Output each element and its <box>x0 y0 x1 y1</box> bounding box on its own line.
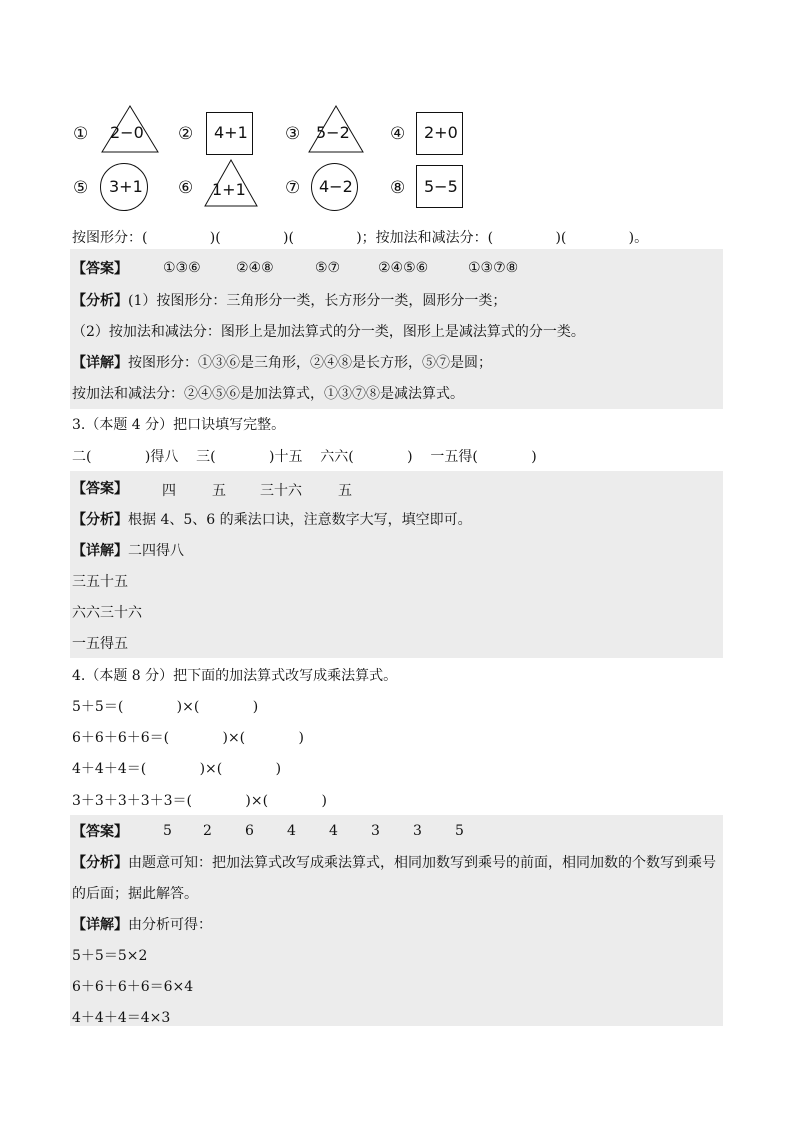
figure-number: ④ <box>390 124 406 144</box>
analysis-text: 由题意可知：把加法算式改写成乘法算式，相同加数写到乘号的前面，相同加数的个数写到乘号 <box>128 855 716 871</box>
figure-expression: 3+1 <box>109 177 143 196</box>
analysis-text: 的后面；据此解答。 <box>72 886 198 902</box>
analysis-line <box>72 854 716 872</box>
question-title: 3.（本题 4 分）把口诀填写完整。 <box>72 417 286 433</box>
figure-expression: 5−2 <box>316 123 350 142</box>
answer-value: 5 <box>163 823 172 839</box>
answer-line <box>72 823 128 841</box>
detail-text: 一五得五 <box>72 636 128 652</box>
answer-tag: 【答案】 <box>72 481 128 497</box>
figure-expression: 2−0 <box>110 123 144 142</box>
answer-value: 5 <box>455 823 464 839</box>
question-prompt: 3＋3＋3＋3＋3＝( )×( ) <box>72 793 327 809</box>
answer-tag: 【答案】 <box>72 824 128 840</box>
figure-number: ① <box>73 124 89 144</box>
detail-tag: 【详解】 <box>72 917 128 933</box>
detail-text: 三五十五 <box>72 574 128 590</box>
answer-value: 4 <box>329 823 338 839</box>
detail-text: 二四得八 <box>128 543 184 559</box>
answer-value: ②④⑧ <box>236 260 274 276</box>
question-prompt: 二( )得八 三( )十五 六六( ) 一五得( ) <box>72 449 537 465</box>
analysis-text: 根据 4、5、6 的乘法口诀，注意数字大写，填空即可。 <box>128 512 472 528</box>
detail-line <box>72 354 492 372</box>
answer-value: 五 <box>212 483 226 499</box>
answer-value: ⑤⑦ <box>315 260 341 276</box>
detail-text: 按加法和减法分：②④⑤⑥是加法算式，①③⑦⑧是减法算式。 <box>72 386 464 402</box>
analysis-tag: 【分析】 <box>72 855 128 871</box>
answer-line <box>72 260 128 278</box>
answer-value: ②④⑤⑥ <box>378 260 429 276</box>
answer-value: 五 <box>338 483 352 499</box>
figure-number: ③ <box>285 124 301 144</box>
question-prompt: 4＋4＋4＝( )×( ) <box>72 761 282 777</box>
answer-value: 2 <box>203 823 212 839</box>
figure-expression: 1+1 <box>212 180 246 199</box>
detail-line <box>72 542 184 560</box>
answer-line <box>72 480 128 498</box>
analysis-text: (1）按图形分：三角形分一类，长方形分一类，圆形分一类； <box>128 293 507 309</box>
figure-expression: 5−5 <box>424 177 458 196</box>
detail-tag: 【详解】 <box>72 355 128 371</box>
figure-number: ⑤ <box>73 178 89 198</box>
answer-value: 3 <box>371 823 380 839</box>
detail-text: 六六三十六 <box>72 605 142 621</box>
analysis-tag: 【分析】 <box>72 293 128 309</box>
detail-text: 4＋4＋4＝4×3 <box>72 1010 171 1026</box>
answer-value: 4 <box>287 823 296 839</box>
figure-expression: 2+0 <box>424 123 458 142</box>
figure-number: ⑦ <box>285 178 301 198</box>
figure-number: ② <box>178 124 194 144</box>
figure-number: ⑧ <box>390 178 406 198</box>
answer-value: 四 <box>162 483 176 499</box>
figure-expression: 4−2 <box>319 177 353 196</box>
analysis-tag: 【分析】 <box>72 512 128 528</box>
question-title: 4.（本题 8 分）把下面的加法算式改写成乘法算式。 <box>72 668 398 684</box>
answer-tag: 【答案】 <box>72 261 128 277</box>
question-prompt: 按图形分：( )( )( )；按加法和减法分：( )( )。 <box>72 230 649 246</box>
analysis-line <box>72 511 472 529</box>
analysis-line <box>72 292 506 310</box>
detail-line <box>72 916 212 934</box>
detail-text: 6＋6＋6＋6＝6×4 <box>72 979 194 995</box>
detail-tag: 【详解】 <box>72 543 128 559</box>
answer-value: 6 <box>245 823 254 839</box>
answer-value: ①③⑦⑧ <box>468 260 519 276</box>
detail-text: 按图形分：①③⑥是三角形，②④⑧是长方形，⑤⑦是圆； <box>128 355 492 371</box>
detail-text: 由分析可得： <box>128 917 212 933</box>
figure-expression: 4+1 <box>214 123 248 142</box>
answer-value: 3 <box>413 823 422 839</box>
analysis-text: （2）按加法和减法分：图形上是加法算式的分一类，图形上是减法算式的分一类。 <box>72 324 585 340</box>
answer-value: 三十六 <box>260 483 302 499</box>
detail-text: 5＋5＝5×2 <box>72 948 148 964</box>
figure-number: ⑥ <box>178 178 194 198</box>
question-prompt: 6＋6＋6＋6＝( )×( ) <box>72 730 305 746</box>
answer-value: ①③⑥ <box>163 260 201 276</box>
question-prompt: 5＋5＝( )×( ) <box>72 699 259 715</box>
